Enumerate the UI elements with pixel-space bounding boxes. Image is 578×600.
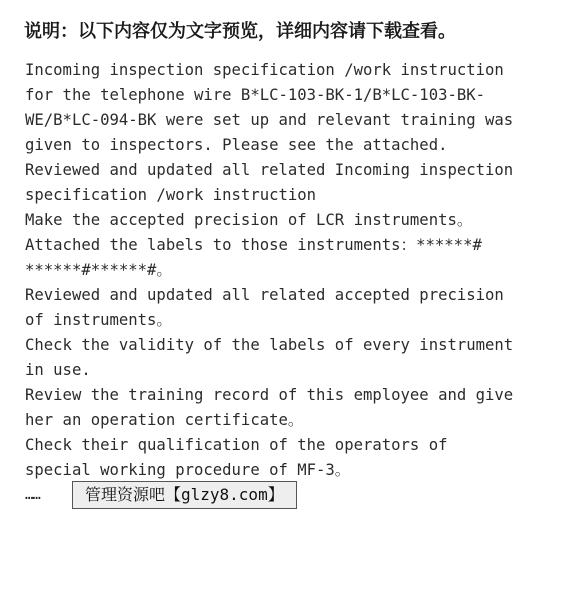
preview-notice: 说明：以下内容仅为文字预览，详细内容请下载查看。 [24, 21, 456, 42]
text-line: Make the accepted precision of LCR instruments。 [25, 211, 473, 229]
text-line: Check their qualification of the operators of [25, 436, 448, 454]
text-line: in use. [25, 361, 91, 379]
text-line: for the telephone wire B*LC-103-BK-1/B*LC-103-BK- [25, 86, 486, 104]
source-site-button[interactable]: 管理资源吧【glzy8.com】 [72, 481, 297, 509]
preview-footer [25, 481, 297, 509]
text-line: Reviewed and updated all related accepted precision [25, 286, 504, 304]
text-line: Reviewed and updated all related Incoming inspection [25, 161, 514, 179]
ellipsis: …… [25, 487, 40, 503]
document-text [25, 58, 565, 483]
text-line: Check the validity of the labels of every instrument [25, 336, 514, 354]
text-line: ******#******#。 [25, 261, 173, 279]
text-line: Incoming inspection specification /work instruction [25, 61, 504, 79]
text-line: of instruments。 [25, 311, 173, 329]
text-line: Attached the labels to those instruments：******# [25, 236, 482, 254]
text-line: her an operation certificate。 [25, 411, 304, 429]
text-line: given to inspectors. Please see the attached. [25, 136, 448, 154]
text-line: Review the training record of this employee and give [25, 386, 514, 404]
text-line: WE/B*LC-094-BK were set up and relevant training was [25, 111, 514, 129]
text-line: specification /work instruction [25, 186, 317, 204]
text-line: special working procedure of MF-3。 [25, 461, 351, 479]
